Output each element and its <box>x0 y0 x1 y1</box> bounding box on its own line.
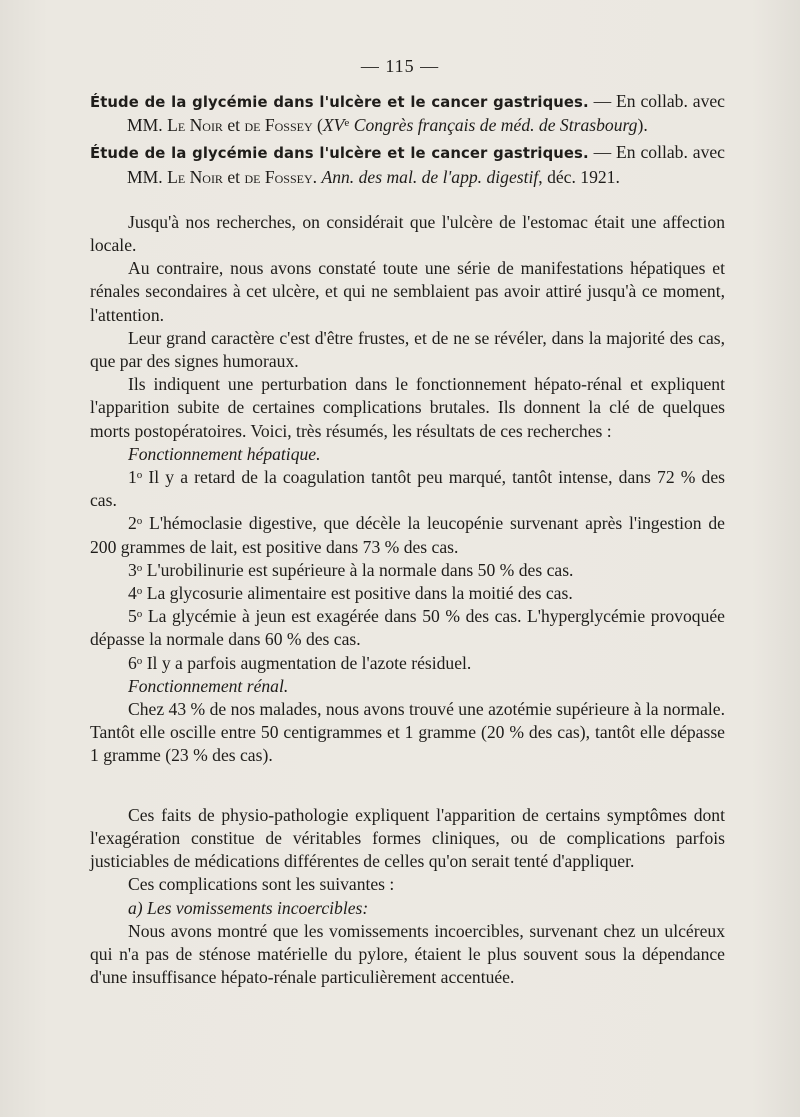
publication-ref-sep: . <box>312 166 322 187</box>
list-item-number: 2 <box>128 513 137 534</box>
publication-ref-open: ( <box>312 115 323 136</box>
list-item-number: 4 <box>128 583 137 604</box>
publication-reference: Ann. des mal. de l'app. digestif <box>321 166 539 187</box>
body-paragraph: Jusqu'à nos recherches, on considérait que l'ulcère de l'estomac était une affection locale. <box>90 211 725 256</box>
list-item <box>90 466 725 512</box>
list-item <box>90 512 725 558</box>
list-item-ordinal: o <box>136 469 143 482</box>
publication-author-join: et <box>222 166 245 187</box>
publication-author: Le Noir <box>167 166 223 187</box>
body-paragraph: Leur grand caractère c'est d'être frustes, et de ne se révéler, dans la majorité des cas, que par des signes humoraux. <box>90 327 725 372</box>
publication-authors-prefix: MM. <box>127 115 168 136</box>
subsection-label: a) <box>128 897 143 918</box>
body-paragraph: Au contraire, nous avons constaté toute une série de manifestations hépatiques et rénales secondaires à cet ulcère, et qui ne semblaient pas avoir attiré jusqu'à ce moment, l'attention. <box>90 258 725 325</box>
publication-collab: — En collab. avec <box>588 142 725 163</box>
list-item-number: 3 <box>128 559 137 580</box>
page-content <box>90 90 725 989</box>
publication-ref-close: ). <box>637 115 648 136</box>
body-paragraph: Nous avons montré que les vomissements incoercibles, survenant chez un ulcéreux qui n'a pas de sténose matérielle du pylore, étaient le plus souvent sous la dépendance d'une insuffisance hépato-rénale particulièrement accentuée. <box>90 920 725 988</box>
publication-entry <box>90 90 725 137</box>
list-item-ordinal: o <box>136 585 143 598</box>
list-item-ordinal: o <box>136 654 143 667</box>
section-title-hepatic: Fonctionnement hépatique. <box>128 443 321 464</box>
list-item-text: L'hémoclasie digestive, que décèle la leucopénie survenant après l'ingestion de 200 grammes de lait, est positive dans 73 % des cas. <box>90 513 725 557</box>
publication-ref-tail: , déc. 1921. <box>538 166 620 187</box>
list-item-text: L'urobilinurie est supérieure à la normale dans 50 % des cas. <box>142 559 574 580</box>
body-paragraph: Ces faits de physio-pathologie expliquent l'apparition de certains symptômes dont l'exagération constitue de véritables formes cliniques, ou de complications parfois justiciables de médications différentes de celles qu'on serait tenté d'appliquer. <box>90 804 725 872</box>
list-item-number: 1 <box>128 467 137 488</box>
publication-author: Le Noir <box>167 115 223 136</box>
publication-reference: Congrès français de méd. de Strasbourg <box>349 115 638 136</box>
body-paragraph: Ils indiquent une perturbation dans le fonctionnement hépato-rénal et expliquent l'apparition subite de certaines complications brutales. Ils donnent la clé de quelques morts postopératoires. Voici, très résumés, les résultats de ces recherches : <box>90 374 725 441</box>
publication-author-join: et <box>222 115 245 136</box>
publication-author: de Fossey <box>244 166 313 187</box>
publication-ref-roman: XV <box>322 115 345 136</box>
body-paragraph: Chez 43 % de nos malades, nous avons trouvé une azotémie supérieure à la normale. Tantôt elle oscille entre 50 centigrammes et 1 gramme (20 % des cas), tantôt elle dépasse 1 gramme (23 % des cas). <box>90 699 726 766</box>
list-item <box>90 582 725 605</box>
list-item-number: 5 <box>128 606 137 627</box>
list-item <box>90 652 725 675</box>
publication-entry <box>90 141 725 188</box>
publication-title: Étude de la glycémie dans l'ulcère et le cancer gastriques. <box>90 145 589 163</box>
list-item-ordinal: o <box>136 608 143 621</box>
list-item-ordinal: o <box>136 561 143 574</box>
publication-collab: — En collab. avec <box>588 91 725 111</box>
list-item-text: La glycosurie alimentaire est positive dans la moitié des cas. <box>142 583 573 604</box>
publication-author: de Fossey <box>244 115 313 136</box>
list-item-ordinal: o <box>136 515 143 528</box>
publication-authors-prefix: MM. <box>127 166 168 187</box>
list-item <box>90 559 725 582</box>
list-item-text: Il y a parfois augmentation de l'azote résiduel. <box>142 652 472 673</box>
publication-title: Étude de la glycémie dans l'ulcère et le cancer gastriques. <box>90 94 589 111</box>
body-paragraph: Ces complications sont les suivantes : <box>128 874 395 895</box>
page-number: — 115 — <box>360 56 440 76</box>
section-title-renal: Fonctionnement rénal. <box>128 675 289 696</box>
subsection-heading <box>90 897 725 920</box>
list-item-text: La glycémie à jeun est exagérée dans 50 % des cas. L'hyperglycémie provoquée dépasse la normale dans 60 % des cas. <box>90 606 725 650</box>
publication-ref-sup: e <box>344 117 350 130</box>
list-item-text: Il y a retard de la coagulation tantôt peu marqué, tantôt intense, dans 72 % des cas. <box>90 467 725 511</box>
list-item <box>90 605 725 651</box>
subsection-title: Les vomissements incoercibles: <box>142 897 369 918</box>
list-item-number: 6 <box>128 652 137 673</box>
